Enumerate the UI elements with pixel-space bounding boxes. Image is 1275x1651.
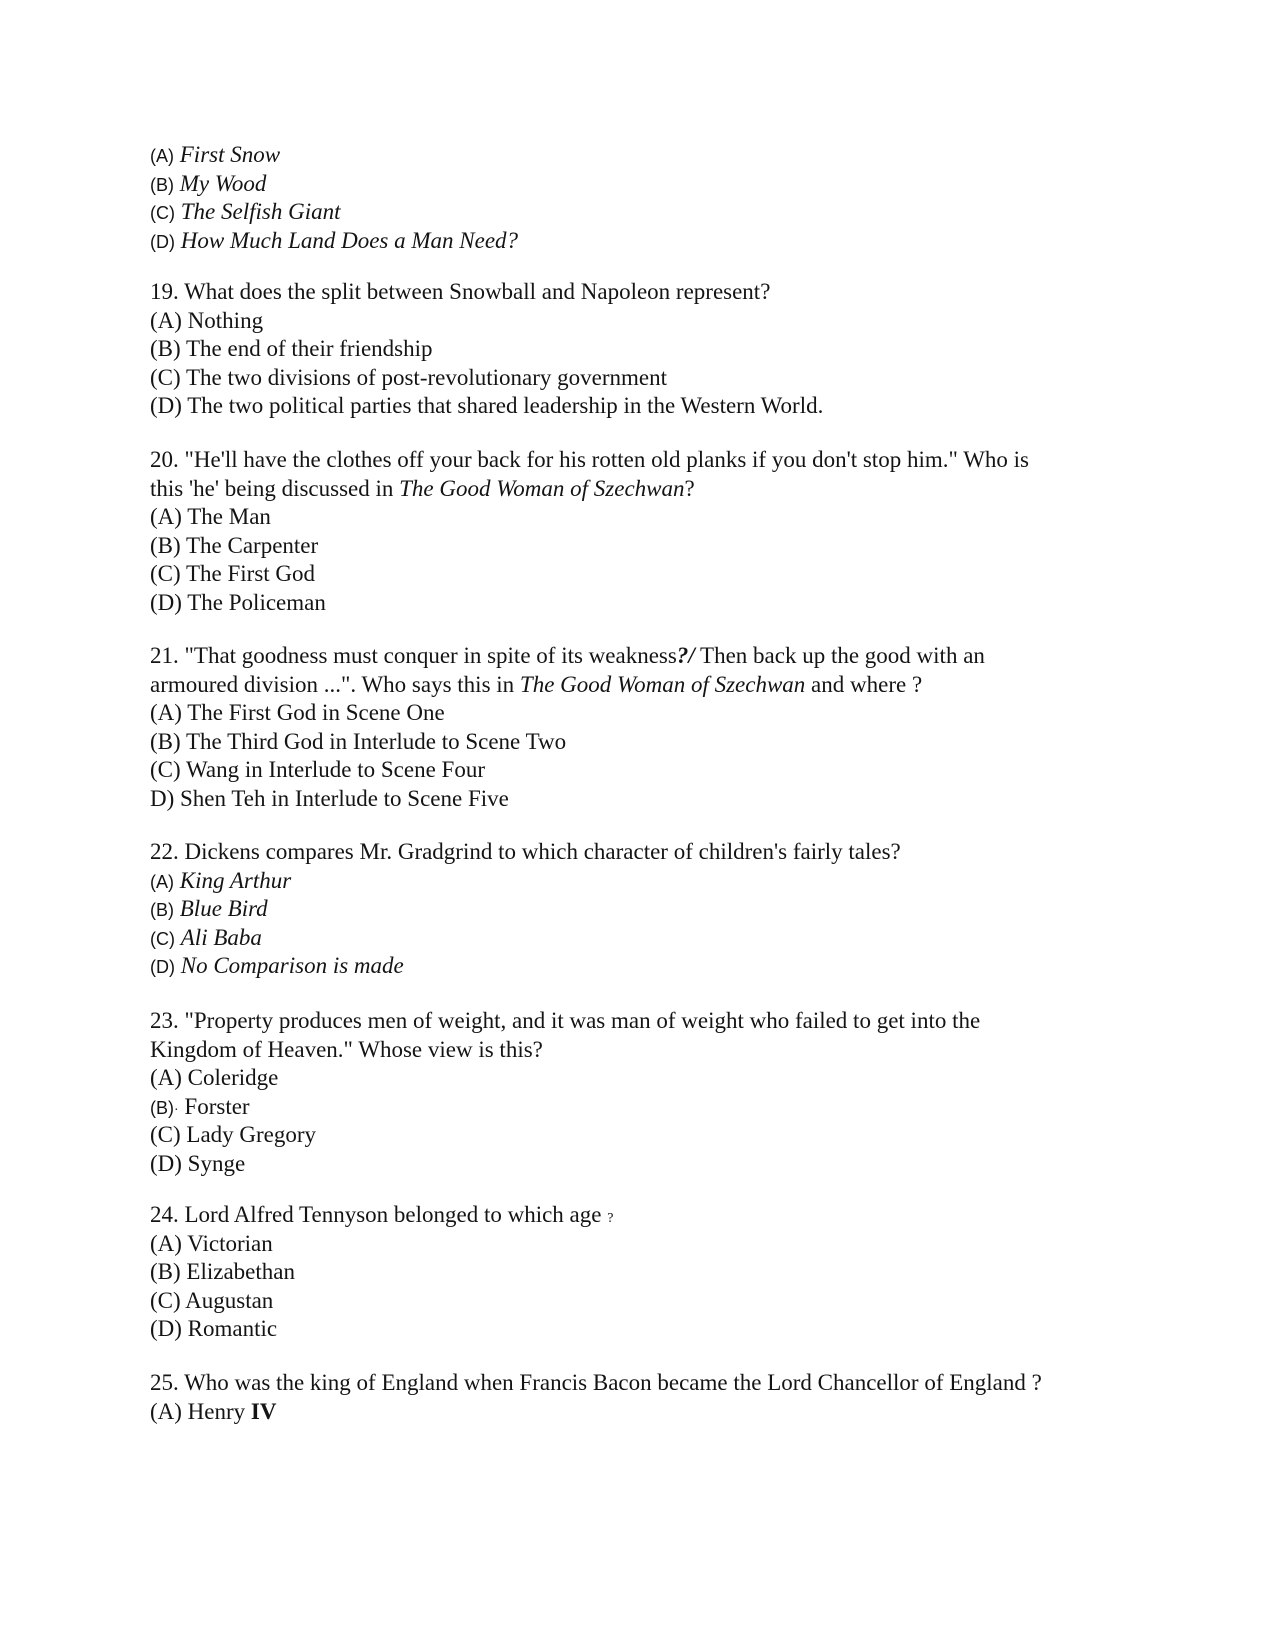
question-text-part: 24. Lord Alfred Tennyson belonged to which age <box>150 1202 602 1227</box>
roman-numeral: IV <box>250 1398 277 1424</box>
option-22-b <box>150 895 1150 924</box>
option-23-b <box>150 1093 1150 1122</box>
option-18-c <box>150 198 1150 227</box>
question-text-line-1: 23. "Property produces men of weight, and it was man of weight who failed to get into the <box>150 1008 981 1033</box>
option-22-d <box>150 952 1150 981</box>
option-25-a <box>150 1398 1150 1427</box>
option-19-b: (B) The end of their friendship <box>150 336 433 361</box>
option-21-a: (A) The First God in Scene One <box>150 700 445 725</box>
question-text-part: this 'he' being discussed in <box>150 475 400 501</box>
option-text: King Arthur <box>179 867 292 893</box>
option-text: No Comparison is made <box>180 953 404 978</box>
question-mark-glyph: ?/ <box>676 643 695 668</box>
question-21 <box>150 642 1150 813</box>
option-text: Forster <box>178 1093 250 1119</box>
option-22-a <box>150 867 1150 896</box>
question-text-part: and where ? <box>805 671 923 697</box>
option-20-b: (B) The Carpenter <box>150 532 319 558</box>
option-21-b: (B) The Third God in Interlude to Scene Two <box>150 728 567 754</box>
option-19-c: (C) The two divisions of post-revolutionary government <box>150 364 667 390</box>
option-text: The Selfish Giant <box>180 199 341 224</box>
option-label: (C) <box>150 203 175 223</box>
option-22-c <box>150 924 1150 953</box>
question-mark-glyph: ? <box>607 1211 614 1226</box>
option-label: (B) <box>150 900 174 920</box>
question-20 <box>150 446 1150 617</box>
question-text-part: Then back up the good with an <box>694 643 985 668</box>
option-21-d: D) Shen Teh in Interlude to Scene Five <box>150 785 509 811</box>
option-23-a: (A) Coleridge <box>150 1065 279 1090</box>
question-25 <box>150 1369 1150 1426</box>
question-text <box>150 1201 1150 1230</box>
question-text-line-1: 20. "He'll have the clothes off your back for his rotten old planks if you don't stop him." Who is <box>150 447 1029 472</box>
question-24 <box>150 1201 1150 1344</box>
option-18-d <box>150 227 1150 256</box>
question-text: 22. Dickens compares Mr. Gradgrind to which character of children's fairly tales? <box>150 839 901 864</box>
stray-dot: · <box>174 1102 179 1118</box>
question-22 <box>150 838 1150 981</box>
option-label: (A) <box>150 871 174 892</box>
question-text-line-1 <box>150 642 1150 671</box>
question-text-line-2: Kingdom of Heaven." Whose view is this? <box>150 1036 543 1062</box>
option-24-b: (B) Elizabethan <box>150 1259 295 1284</box>
option-20-a: (A) The Man <box>150 504 271 529</box>
option-text: First Snow <box>179 142 281 167</box>
option-label: (A) <box>150 146 174 166</box>
question-text: 25. Who was the king of England when Francis Bacon became the Lord Chancellor of England ? <box>150 1370 1042 1395</box>
work-title: The Good Woman of Szechwan <box>519 671 806 697</box>
question-19 <box>150 278 1150 421</box>
work-title: The Good Woman of Szechwan <box>399 475 685 501</box>
option-20-c: (C) The First God <box>150 561 316 586</box>
option-19-a: (A) Nothing <box>150 307 264 333</box>
option-label: (B) <box>150 174 174 195</box>
option-23-c: (C) Lady Gregory <box>150 1122 317 1147</box>
question-text-part: ? <box>684 475 695 501</box>
option-19-d: (D) The two political parties that shared leadership in the Western World. <box>150 393 824 418</box>
option-text: (A) Henry <box>150 1398 251 1424</box>
option-24-c: (C) Augustan <box>150 1287 274 1313</box>
question-18-options <box>150 141 1150 255</box>
question-text-part: 21. "That goodness must conquer in spite of its weakness <box>150 643 677 668</box>
option-text: My Wood <box>179 170 267 196</box>
option-18-b <box>150 170 1150 199</box>
option-18-a <box>150 141 1150 170</box>
option-24-d: (D) Romantic <box>150 1316 278 1341</box>
option-24-a: (A) Victorian <box>150 1230 273 1256</box>
option-label: (D) <box>150 231 175 252</box>
option-text: How Much Land Does a Man Need? <box>180 227 519 253</box>
option-21-c: (C) Wang in Interlude to Scene Four <box>150 757 485 782</box>
option-23-d: (D) Synge <box>150 1150 246 1176</box>
option-label: (D) <box>150 957 175 977</box>
question-text-line-2 <box>150 671 1150 700</box>
question-23 <box>150 1007 1150 1178</box>
option-label: (B) <box>150 1097 174 1118</box>
option-label: (C) <box>150 928 175 949</box>
option-text: Blue Bird <box>179 896 268 921</box>
question-text: 19. What does the split between Snowball and Napoleon represent? <box>150 279 771 304</box>
question-text-line-2 <box>150 475 1150 504</box>
question-text-part: armoured division ...". Who says this in <box>150 671 520 697</box>
option-text: Ali Baba <box>180 924 262 950</box>
option-20-d: (D) The Policeman <box>150 589 326 615</box>
